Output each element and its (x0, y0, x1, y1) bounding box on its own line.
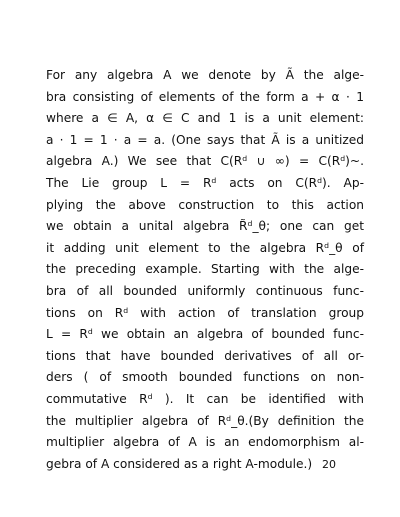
body-paragraph (46, 65, 364, 475)
text-line: L = Rᵈ we obtain an algebra of bounded func- (46, 327, 364, 342)
text-line: commutative Rᵈ ). It can be identified with (46, 391, 364, 406)
text-line: a · 1 = 1 · a = a. (One says that Ã is a unitized (46, 132, 364, 147)
text-line: ders ( of smooth bounded functions on non- (46, 370, 364, 385)
text-line: plying the above construction to this action (46, 197, 364, 212)
text-line: gebra of A considered as a right A-module.) (46, 456, 313, 471)
text-line: bra consisting of elements of the form a + α · 1 (46, 89, 364, 104)
text-line: the preceding example. Starting with the alge- (46, 262, 364, 277)
text-line: algebra A.) We see that C(Rᵈ ∪ ∞) = C(Rᵈ)~. (46, 154, 364, 169)
text-line: The Lie group L = Rᵈ acts on C(Rᵈ). Ap- (46, 175, 364, 190)
page-number: 20 (322, 458, 336, 471)
text-line: we obtain a unital algebra R̃ᵈ_θ; one can get (46, 219, 364, 234)
text-line: tions that have bounded derivatives of all or- (46, 348, 364, 363)
text-line: For any algebra A we denote by Ã the alge- (46, 68, 364, 82)
text-line: it adding unit element to the algebra Rᵈ_θ of (46, 240, 364, 255)
text-line: the multiplier algebra of Rᵈ_θ.(By definition the (46, 413, 364, 428)
text-line: tions on Rᵈ with action of translation group (46, 305, 364, 320)
text-line: multiplier algebra of A is an endomorphism al- (46, 435, 364, 450)
text-line: bra of all bounded uniformly continuous func- (46, 283, 364, 298)
text-line: where a ∈ A, α ∈ C and 1 is a unit element: (46, 111, 364, 126)
